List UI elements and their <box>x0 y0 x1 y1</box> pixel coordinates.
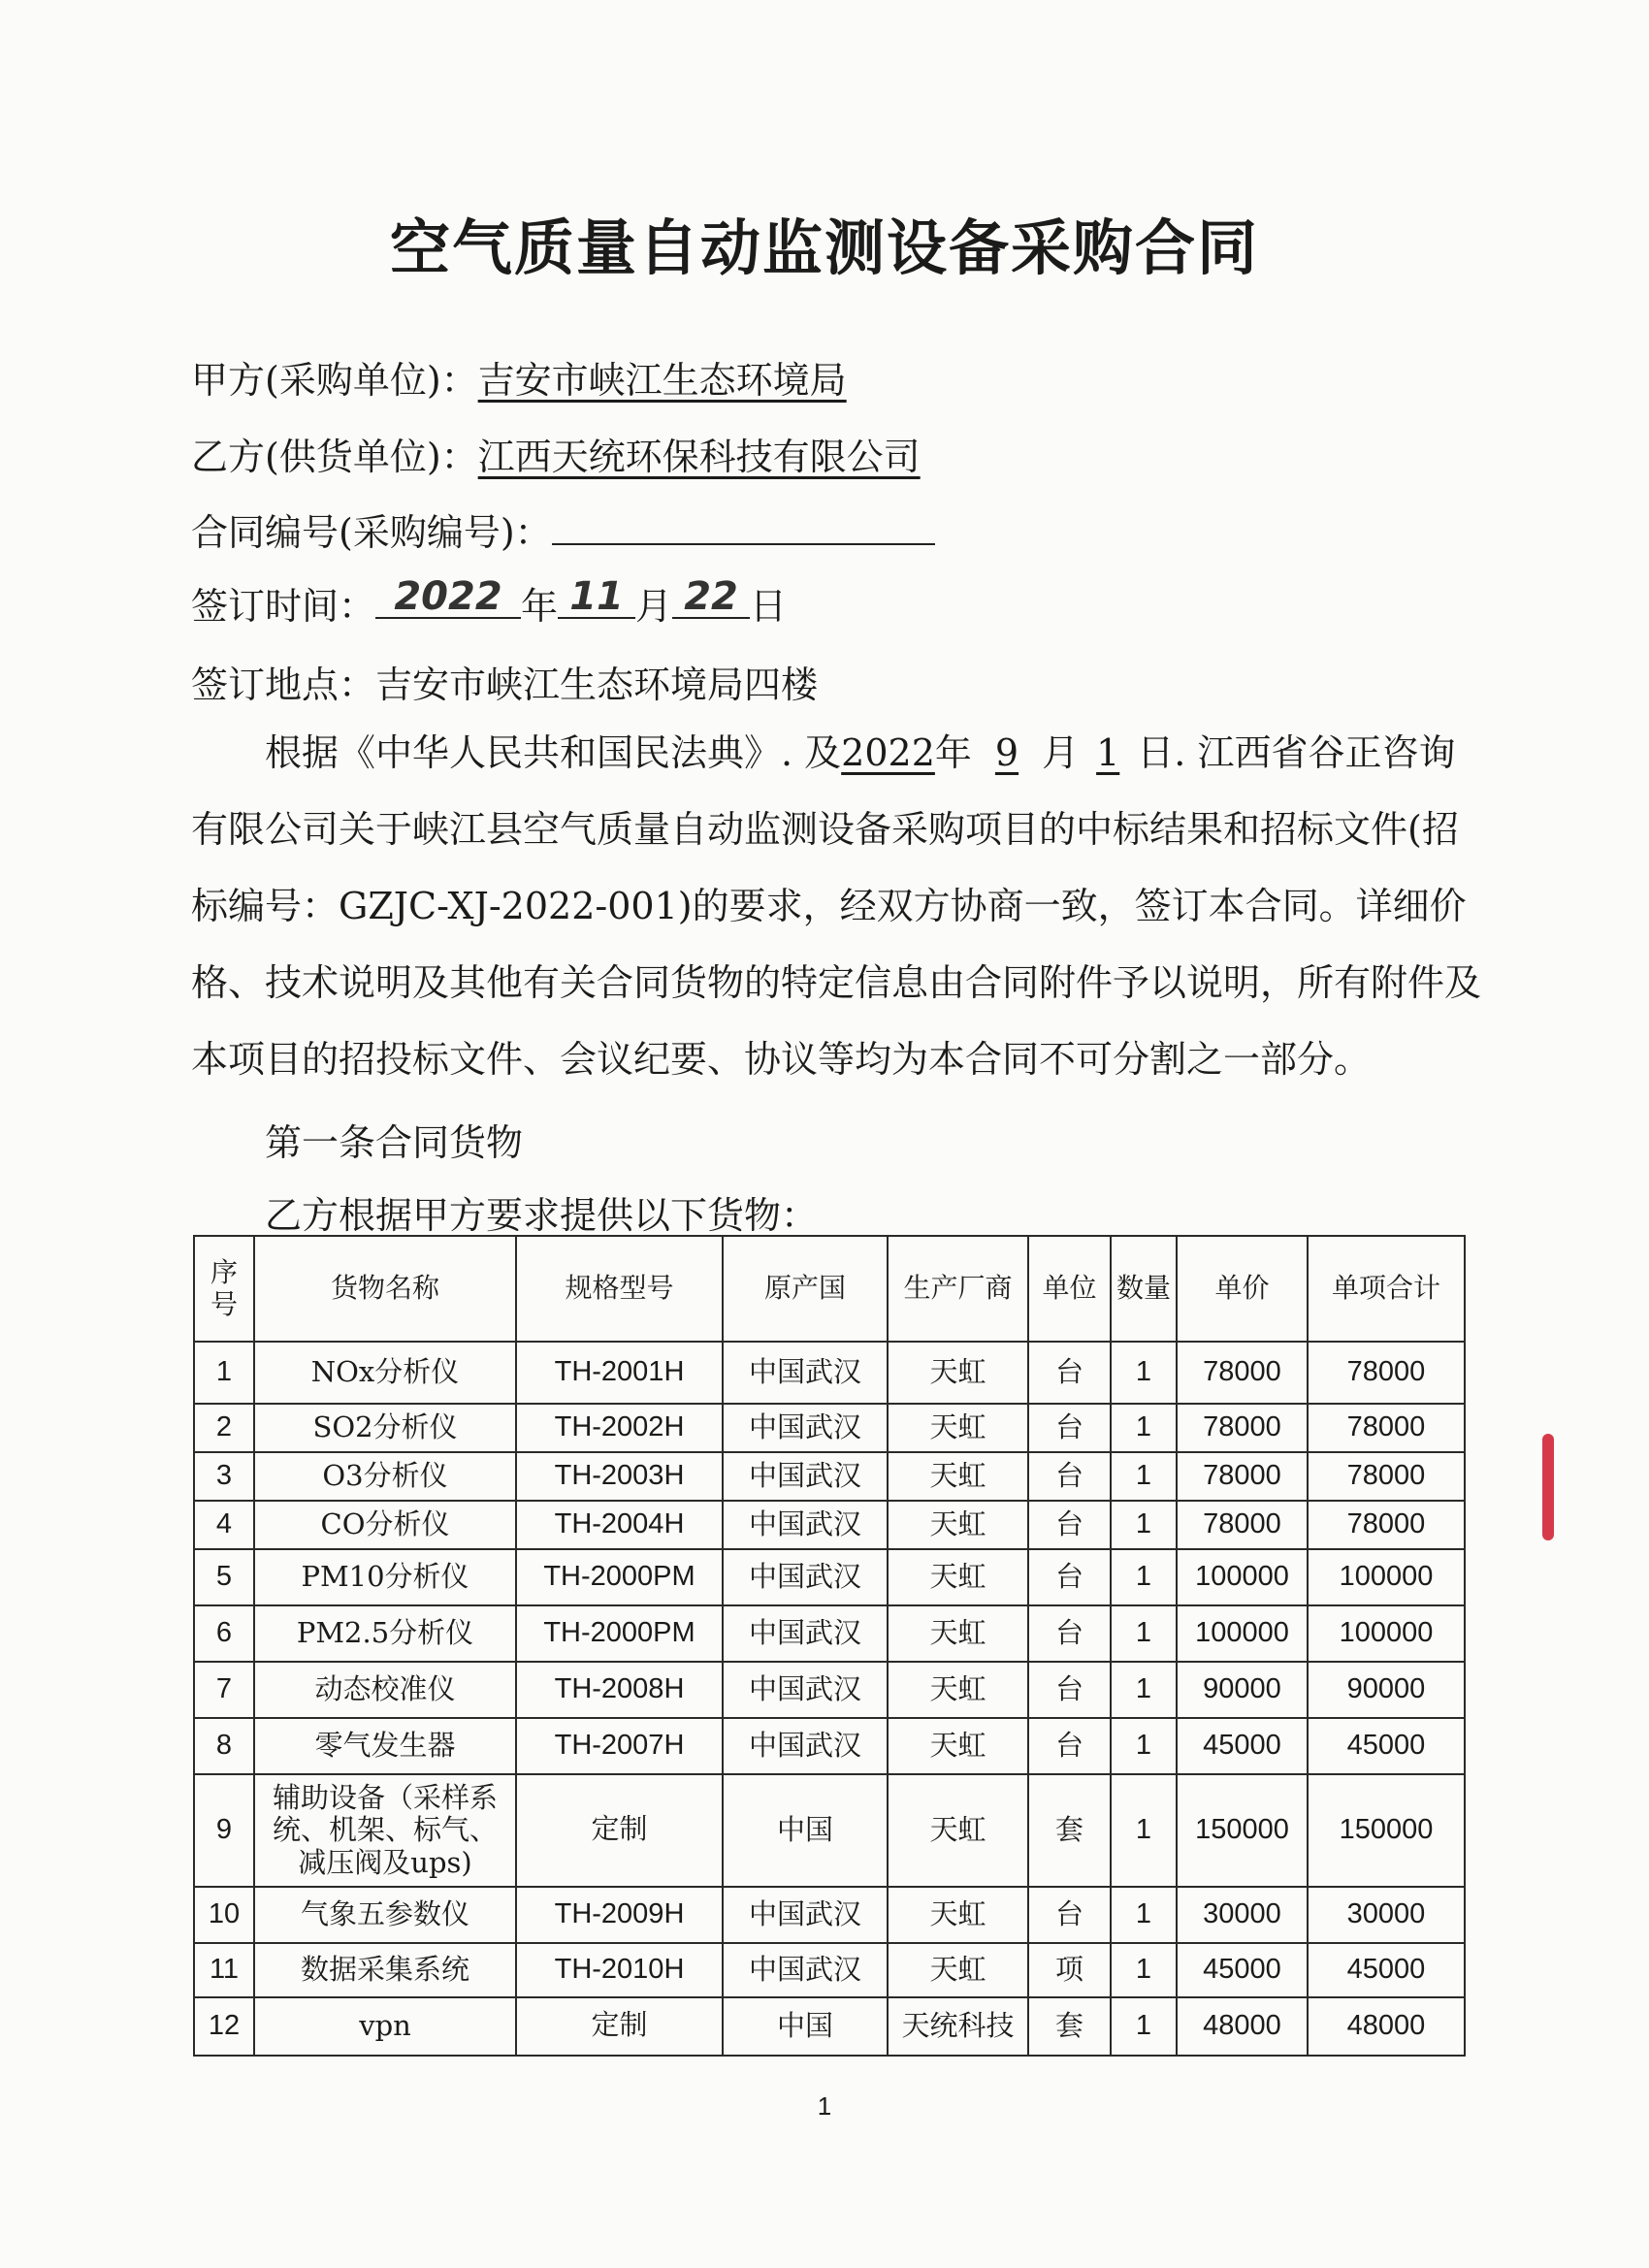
table-cell: 天虹 <box>888 1943 1028 1997</box>
table-cell: 78000 <box>1308 1501 1465 1549</box>
document-title: 空气质量自动监测设备采购合同 <box>389 212 1259 283</box>
table-cell: 10 <box>194 1887 254 1943</box>
month-char: 月 <box>635 585 673 628</box>
table-cell: 天虹 <box>888 1718 1028 1774</box>
table-cell: TH-2010H <box>516 1943 723 1997</box>
table-row <box>194 1549 1465 1605</box>
table-cell: 11 <box>194 1943 254 1997</box>
party-a-label: 甲方(采购单位)： <box>191 359 478 402</box>
table-cell: 5 <box>194 1549 254 1605</box>
party-a-line <box>191 350 847 404</box>
table-cell: 78000 <box>1177 1452 1308 1501</box>
table-cell: 天虹 <box>888 1774 1028 1887</box>
table-cell: 1 <box>194 1342 254 1404</box>
table-cell: 中国武汉 <box>723 1605 888 1662</box>
table-cell: 100000 <box>1177 1549 1308 1605</box>
table-cell: 78000 <box>1308 1342 1465 1404</box>
table-header-row <box>194 1236 1465 1342</box>
table-cell: PM2.5分析仪 <box>254 1605 516 1662</box>
table-cell: 天虹 <box>888 1887 1028 1943</box>
table-row <box>194 1943 1465 1997</box>
table-cell: 30000 <box>1308 1887 1465 1943</box>
intro-month-char: 月 <box>1042 731 1080 774</box>
header-cell: 规格型号 <box>516 1236 723 1342</box>
table-row <box>194 1501 1465 1549</box>
table-cell: 数据采集系统 <box>254 1943 516 1997</box>
table-cell: 台 <box>1028 1605 1111 1662</box>
table-cell: 45000 <box>1177 1943 1308 1997</box>
table-cell: TH-2000PM <box>516 1605 723 1662</box>
table-cell: 台 <box>1028 1501 1111 1549</box>
table-row <box>194 1997 1465 2056</box>
header-cell: 数量 <box>1111 1236 1177 1342</box>
table-cell: TH-2003H <box>516 1452 723 1501</box>
table-cell: 45000 <box>1308 1943 1465 1997</box>
table-cell: 中国 <box>723 1997 888 2056</box>
table-cell: 1 <box>1111 1342 1177 1404</box>
table-row <box>194 1605 1465 1662</box>
table-cell: 台 <box>1028 1404 1111 1452</box>
table-row <box>194 1718 1465 1774</box>
table-cell: 天虹 <box>888 1404 1028 1452</box>
sign-month-handwritten: 11 <box>569 574 624 619</box>
table-cell: 1 <box>1111 1605 1177 1662</box>
table-cell: 1 <box>1111 1549 1177 1605</box>
table-cell: 中国 <box>723 1774 888 1887</box>
header-cell: 原产国 <box>723 1236 888 1342</box>
sign-date-line <box>191 576 787 630</box>
table-cell: 100000 <box>1308 1549 1465 1605</box>
goods-table <box>193 1235 1466 2057</box>
table-cell: 48000 <box>1177 1997 1308 2056</box>
table-cell: 45000 <box>1308 1718 1465 1774</box>
table-cell: 天虹 <box>888 1342 1028 1404</box>
table-cell: vpn <box>254 1997 516 2056</box>
header-cell: 序号 <box>194 1236 254 1342</box>
goods-intro: 乙方根据甲方要求提供以下货物： <box>265 1194 819 1237</box>
party-b-line <box>191 427 921 480</box>
table-cell: 台 <box>1028 1452 1111 1501</box>
table-cell: TH-2009H <box>516 1887 723 1943</box>
table-cell: 30000 <box>1177 1887 1308 1943</box>
sign-date-label: 签订时间： <box>191 585 376 628</box>
table-cell: 48000 <box>1308 1997 1465 2056</box>
contract-no-value <box>552 510 935 545</box>
sign-place-line <box>191 655 818 708</box>
table-cell: 中国武汉 <box>723 1501 888 1549</box>
table-cell: 9 <box>194 1774 254 1887</box>
intro-year: 2022 <box>841 731 935 774</box>
table-cell: 100000 <box>1177 1605 1308 1662</box>
table-cell: 78000 <box>1177 1404 1308 1452</box>
table-cell: TH-2002H <box>516 1404 723 1452</box>
table-cell: 2 <box>194 1404 254 1452</box>
table-cell: 天虹 <box>888 1452 1028 1501</box>
table-cell: 中国武汉 <box>723 1342 888 1404</box>
intro-text-1: 根据《中华人民共和国民法典》. 及 <box>265 731 842 774</box>
table-row <box>194 1342 1465 1404</box>
table-cell: 台 <box>1028 1342 1111 1404</box>
table-cell: 3 <box>194 1452 254 1501</box>
table-cell: 1 <box>1111 1997 1177 2056</box>
table-cell: 项 <box>1028 1943 1111 1997</box>
sign-year-handwritten: 2022 <box>394 574 502 619</box>
table-cell: 台 <box>1028 1887 1111 1943</box>
header-cell: 生产厂商 <box>888 1236 1028 1342</box>
table-cell: 1 <box>1111 1718 1177 1774</box>
table-cell: 6 <box>194 1605 254 1662</box>
table-cell: 台 <box>1028 1662 1111 1718</box>
table-cell: 中国武汉 <box>723 1662 888 1718</box>
table-cell: 12 <box>194 1997 254 2056</box>
table-cell: TH-2007H <box>516 1718 723 1774</box>
table-cell: NOx分析仪 <box>254 1342 516 1404</box>
table-cell: 天虹 <box>888 1662 1028 1718</box>
intro-year-char: 年 <box>934 731 972 774</box>
table-cell: PM10分析仪 <box>254 1549 516 1605</box>
header-cell: 单项合计 <box>1308 1236 1465 1342</box>
table-cell: TH-2000PM <box>516 1549 723 1605</box>
table-row <box>194 1662 1465 1718</box>
intro-paragraph <box>191 715 1481 1098</box>
table-cell: 中国武汉 <box>723 1943 888 1997</box>
table-cell: 套 <box>1028 1997 1111 2056</box>
table-cell: 辅助设备（采样系统、机架、标气、减压阀及ups) <box>254 1774 516 1887</box>
header-cell: 单位 <box>1028 1236 1111 1342</box>
table-cell: 零气发生器 <box>254 1718 516 1774</box>
contract-no-line <box>191 502 935 556</box>
table-cell: 中国武汉 <box>723 1452 888 1501</box>
table-cell: 78000 <box>1177 1342 1308 1404</box>
table-row <box>194 1887 1465 1943</box>
table-cell: 1 <box>1111 1662 1177 1718</box>
article-1-heading: 第一条合同货物 <box>265 1121 524 1164</box>
party-b-label: 乙方(供货单位)： <box>191 436 478 478</box>
table-row <box>194 1452 1465 1501</box>
table-cell: 78000 <box>1308 1452 1465 1501</box>
table-row <box>194 1774 1465 1887</box>
table-cell: 1 <box>1111 1887 1177 1943</box>
table-cell: 1 <box>1111 1774 1177 1887</box>
table-cell: 150000 <box>1177 1774 1308 1887</box>
table-cell: 4 <box>194 1501 254 1549</box>
header-cell: 货物名称 <box>254 1236 516 1342</box>
table-cell: 100000 <box>1308 1605 1465 1662</box>
table-cell: 定制 <box>516 1774 723 1887</box>
table-cell: 150000 <box>1308 1774 1465 1887</box>
table-cell: 45000 <box>1177 1718 1308 1774</box>
page-number: 1 <box>817 2091 832 2121</box>
table-cell: 天虹 <box>888 1549 1028 1605</box>
contract-no-label: 合同编号(采购编号)： <box>191 511 552 554</box>
table-cell: 7 <box>194 1662 254 1718</box>
table-row <box>194 1404 1465 1452</box>
table-cell: 90000 <box>1308 1662 1465 1718</box>
table-cell: 78000 <box>1308 1404 1465 1452</box>
sign-day-handwritten: 22 <box>684 574 738 619</box>
table-cell: 中国武汉 <box>723 1549 888 1605</box>
party-a-value: 吉安市峡江生态环境局 <box>477 359 847 402</box>
table-cell: 1 <box>1111 1501 1177 1549</box>
table-cell: 天统科技 <box>888 1997 1028 2056</box>
table-cell: 1 <box>1111 1452 1177 1501</box>
table-cell: 1 <box>1111 1943 1177 1997</box>
table-cell: 气象五参数仪 <box>254 1887 516 1943</box>
table-cell: 套 <box>1028 1774 1111 1887</box>
header-cell: 单价 <box>1177 1236 1308 1342</box>
table-cell: 90000 <box>1177 1662 1308 1718</box>
table-cell: CO分析仪 <box>254 1501 516 1549</box>
red-seal-mark <box>1542 1434 1554 1540</box>
table-cell: 1 <box>1111 1404 1177 1452</box>
table-cell: TH-2001H <box>516 1342 723 1404</box>
table-cell: TH-2004H <box>516 1501 723 1549</box>
table-cell: 台 <box>1028 1549 1111 1605</box>
table-cell: TH-2008H <box>516 1662 723 1718</box>
day-char: 日 <box>750 585 788 628</box>
table-cell: 定制 <box>516 1997 723 2056</box>
table-cell: 天虹 <box>888 1501 1028 1549</box>
table-cell: 天虹 <box>888 1605 1028 1662</box>
sign-place-label: 签订地点： <box>191 664 376 706</box>
intro-month: 9 <box>994 731 1019 774</box>
table-cell: 中国武汉 <box>723 1718 888 1774</box>
table-cell: 8 <box>194 1718 254 1774</box>
sign-place-value: 吉安市峡江生态环境局四楼 <box>375 664 819 706</box>
year-char: 年 <box>521 585 559 628</box>
table-cell: 台 <box>1028 1718 1111 1774</box>
table-cell: 78000 <box>1177 1501 1308 1549</box>
table-cell: 中国武汉 <box>723 1887 888 1943</box>
party-b-value: 江西天统环保科技有限公司 <box>477 436 921 478</box>
table-cell: 中国武汉 <box>723 1404 888 1452</box>
table-cell: SO2分析仪 <box>254 1404 516 1452</box>
table-cell: 动态校准仪 <box>254 1662 516 1718</box>
intro-text-2: 日. 江西省谷正咨询有限公司关于峡江县空气质量自动监测设备采购项目的中标结果和招标文件(招标编号：GZJC-XJ-2022-001)的要求，经双方协商一致，签订本合同。详细价格、技术说明及其他有关合同货物的特定信息由合同附件予以说明，所有附件及本项目的招投标文件、会议纪要、协议等均为本合同不可分割之一部分。 <box>191 731 1482 1081</box>
table-cell: O3分析仪 <box>254 1452 516 1501</box>
intro-day: 1 <box>1096 731 1120 774</box>
